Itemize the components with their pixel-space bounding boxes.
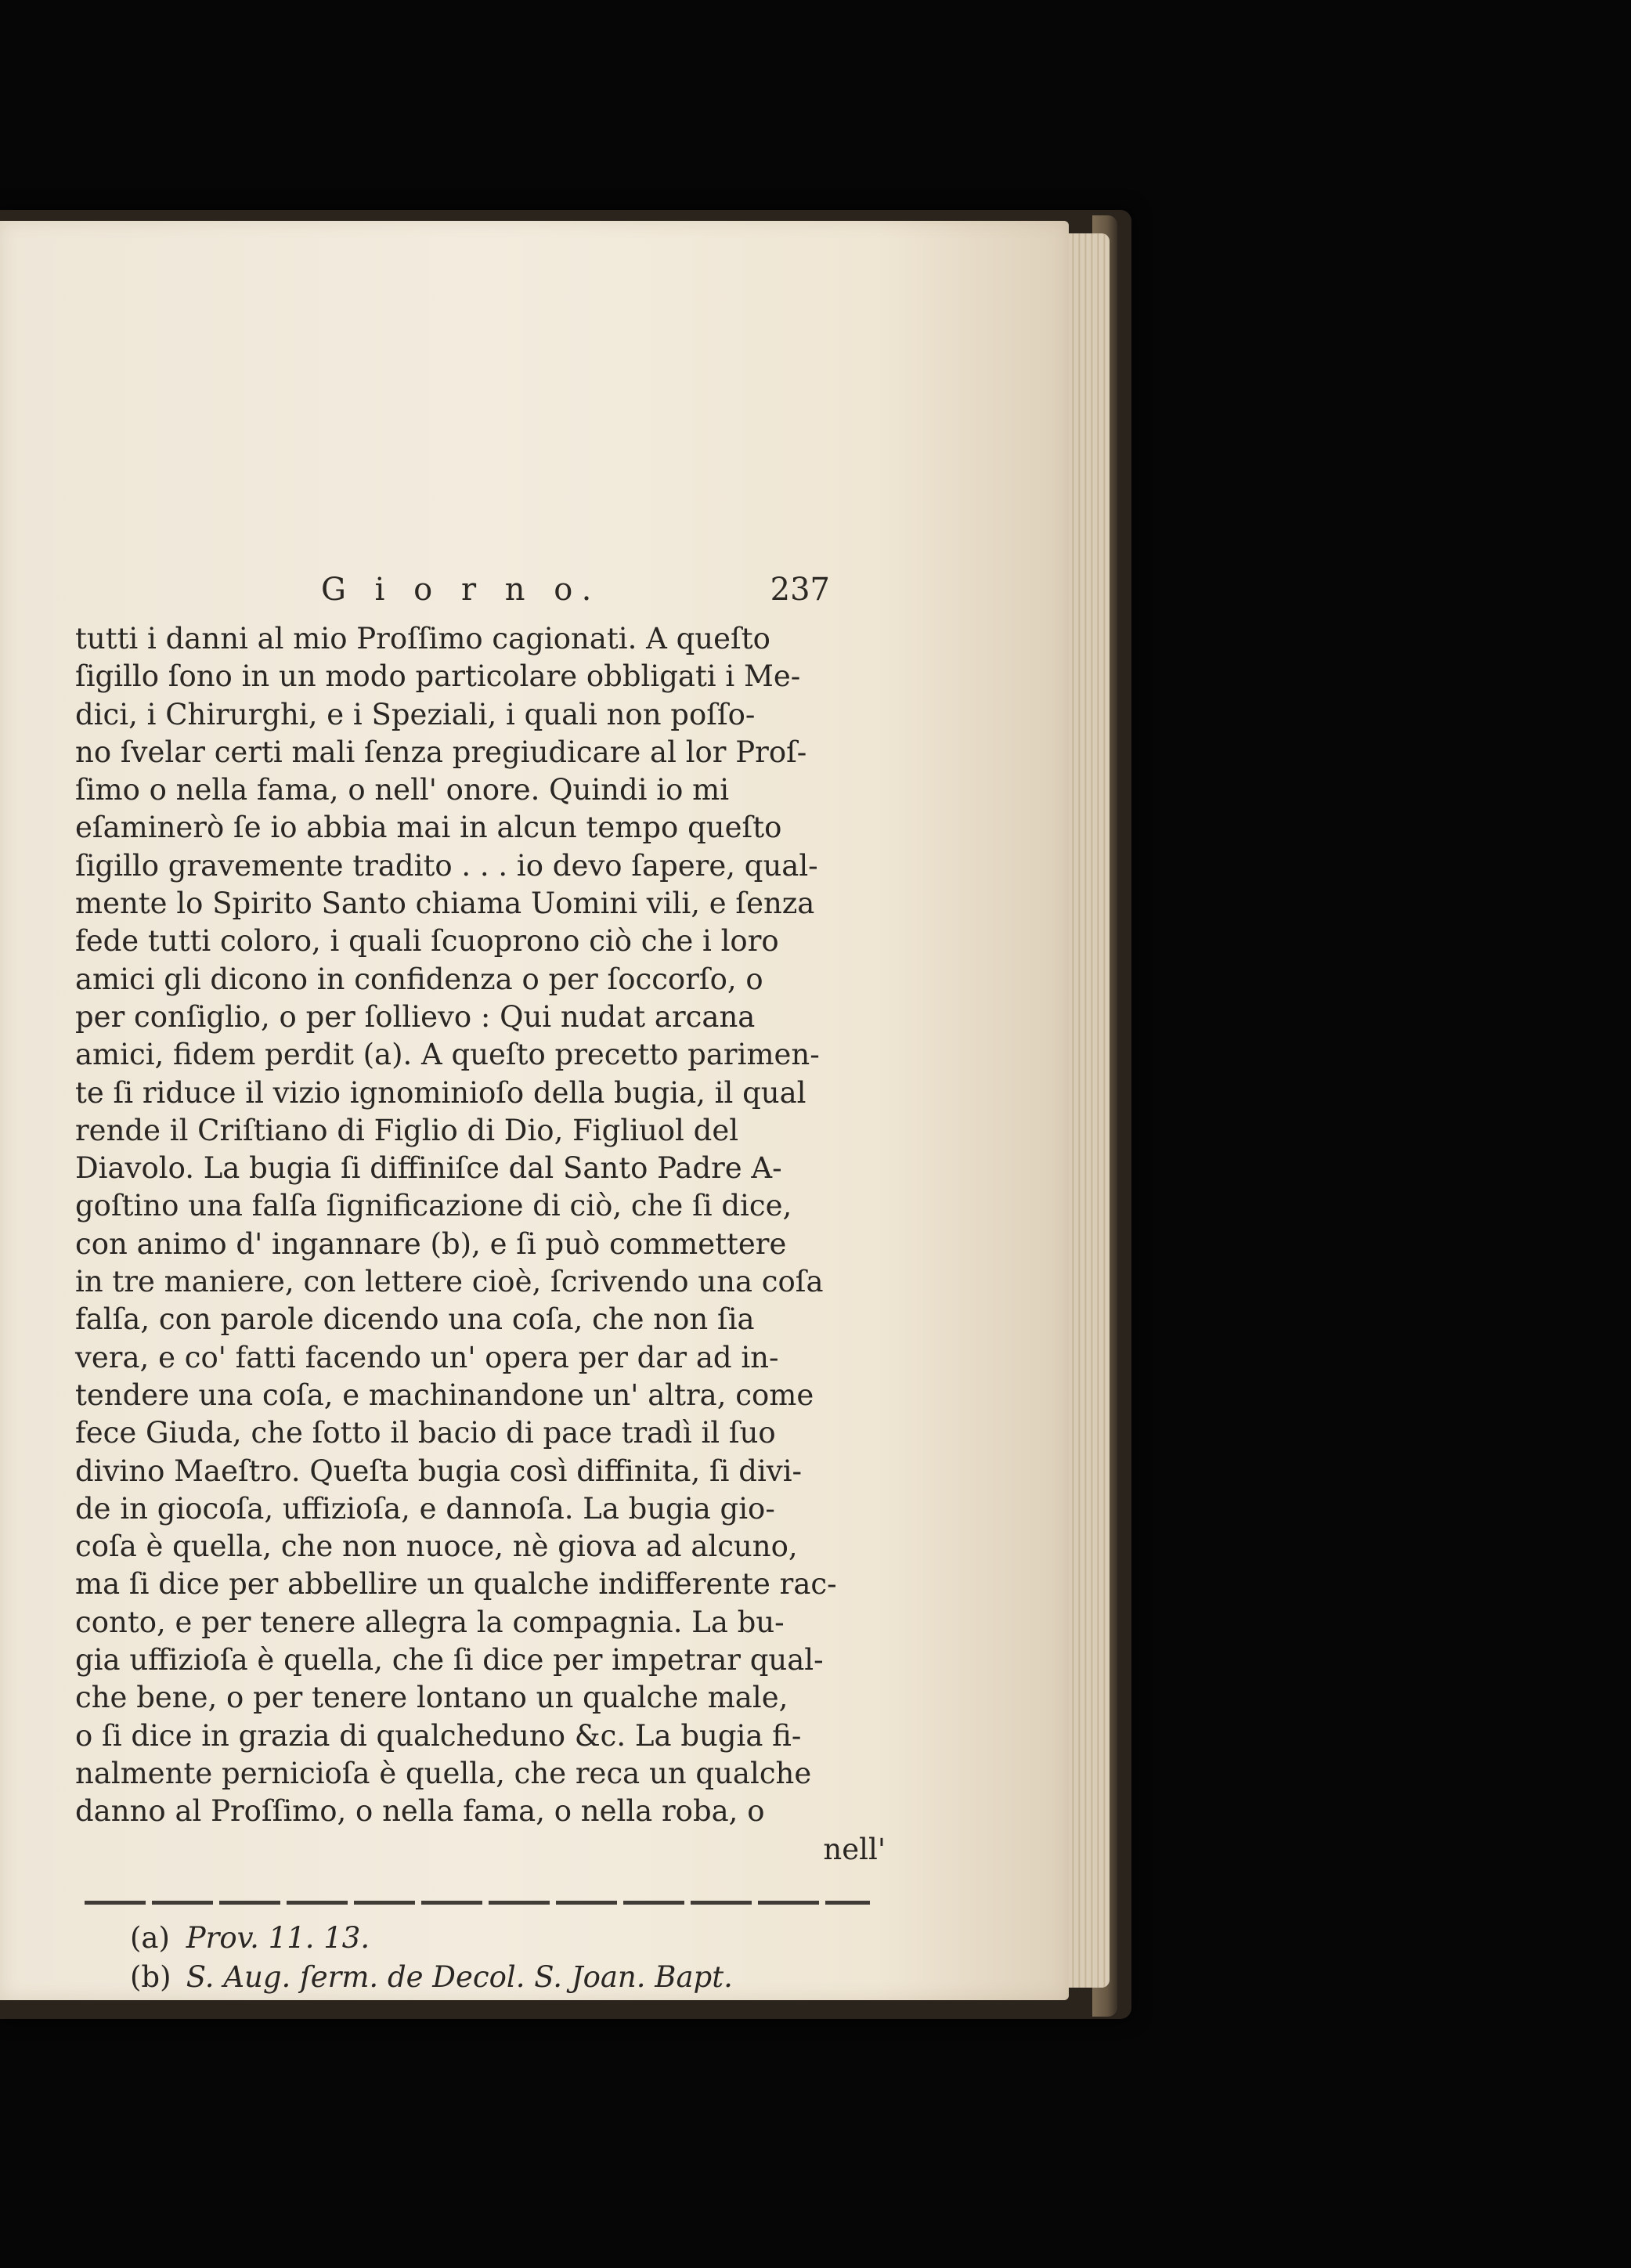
text-line: in tre maniere, con lettere cioè, ſcrivendo una coſa	[75, 1265, 824, 1299]
text-line: gia uffizioſa è quella, che ſi dice per impetrar qual-	[75, 1643, 824, 1678]
text-line: conto, e per tenere allegra la compagnia. La bu-	[75, 1605, 785, 1639]
footnote	[130, 1958, 835, 1997]
text-line: o ſi dice in grazia di qualcheduno &c. La bugia fi-	[75, 1718, 802, 1753]
footnotes	[130, 1919, 835, 1997]
text-line: no ſvelar certi mali ſenza pregiudicare al lor Proſ-	[75, 735, 807, 769]
footnote-text: S. Aug. ſerm. de Decol. S. Joan. Bapt.	[186, 1960, 733, 1994]
text-line: ſigillo gravemente tradito . . . io devo ſapere, qual-	[75, 848, 818, 883]
running-title: G i o r n o.	[321, 572, 601, 608]
footnote-text: Prov. 11. 13.	[186, 1921, 370, 1955]
text-line: coſa è quella, che non nuoce, nè giova ad alcuno,	[75, 1529, 798, 1564]
text-line: fece Giuda, che ſotto il bacio di pace tradì il ſuo	[75, 1416, 776, 1450]
text-line: nalmente pernicioſa è quella, che reca un qualche	[75, 1756, 812, 1790]
running-header	[321, 572, 830, 614]
footnote-rule	[85, 1901, 870, 1905]
text-line: eſaminerò ſe io abbia mai in alcun tempo queſto	[75, 811, 782, 845]
text-line: amici, fidem perdit (a). A queſto precetto parimen-	[75, 1038, 820, 1072]
text-line: mente lo Spirito Santo chiama Uomini vili, e ſenza	[75, 887, 815, 921]
text-line: dici, i Chirurghi, e i Speziali, i quali non poſſo-	[75, 697, 756, 731]
text-line: con animo d' ingannare (b), e ſi può commettere	[75, 1226, 787, 1261]
page-number: 237	[770, 572, 830, 608]
text-line: Diavolo. La bugia ſi diffiniſce dal Santo Padre A-	[75, 1151, 782, 1186]
footnote	[130, 1919, 835, 1958]
text-line: rende il Criſtiano di Figlio di Dio, Figliuol del	[75, 1113, 739, 1147]
body-text	[75, 620, 893, 1869]
text-line: tutti i danni al mio Proſſimo cagionati. A queſto	[75, 622, 770, 655]
text-line: ſimo o nella fama, o nell' onore. Quindi io mi	[75, 773, 730, 807]
text-line: de in giocoſa, uffizioſa, e dannoſa. La bugia gio-	[75, 1491, 775, 1526]
text-line: tendere una coſa, e machinandone un' altra, come	[75, 1378, 814, 1412]
catchword: nell'	[823, 1832, 886, 1866]
text-line: fede tutti coloro, i quali ſcuoprono ciò che i loro	[75, 924, 779, 959]
text-line: per conſiglio, o per ſollievo : Qui nudat arcana	[75, 999, 756, 1034]
book-page	[0, 221, 1069, 2000]
text-line: goſtino una falſa ſignificazione di ciò, che ſi dice,	[75, 1189, 792, 1223]
footnote-mark: (b)	[130, 1960, 171, 1994]
text-line: vera, e co' fatti facendo un' opera per dar ad in-	[75, 1340, 779, 1374]
text-line: amici gli dicono in confidenza o per ſoccorſo, o	[75, 962, 763, 996]
text-line: falſa, con parole dicendo una coſa, che non ſia	[75, 1302, 755, 1337]
page-edges	[1069, 233, 1110, 1988]
text-line: ma ſi dice per abbellire un qualche indifferente rac-	[75, 1567, 837, 1602]
text-line: ſigillo ſono in un modo particolare obbligati i Me-	[75, 659, 801, 694]
footnote-mark: (a)	[130, 1921, 170, 1955]
text-line: te ſi riduce il vizio ignominioſo della bugia, il qual	[75, 1075, 806, 1110]
text-line: danno al Proſſimo, o nella fama, o nella roba, o	[75, 1794, 765, 1829]
text-line: che bene, o per tenere lontano un qualche male,	[75, 1681, 788, 1715]
text-line: divino Maeſtro. Queſta bugia così diffinita, ſi divi-	[75, 1454, 803, 1488]
